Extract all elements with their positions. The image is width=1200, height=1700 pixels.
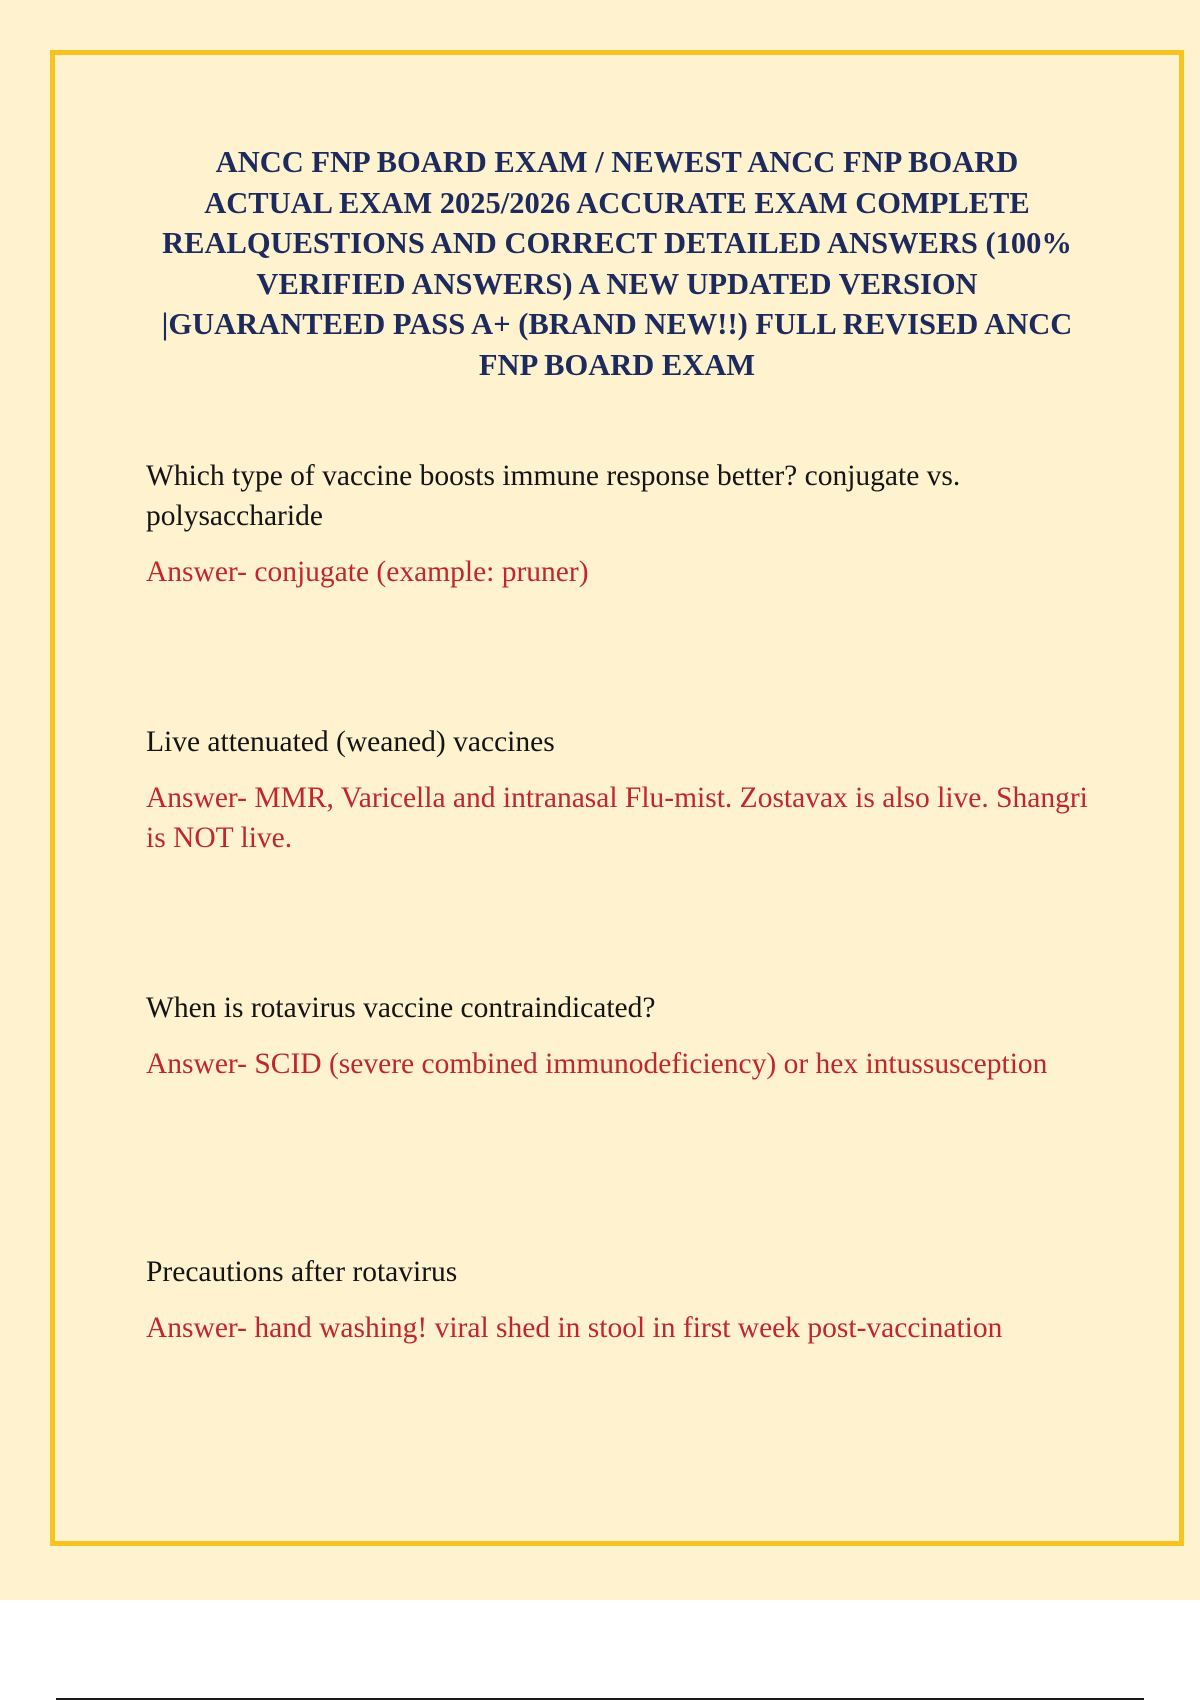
- qa-item-4: [146, 1252, 1106, 1348]
- question-3: When is rotavirus vaccine contraindicated?: [146, 992, 656, 1024]
- answer-3: Answer- SCID (severe combined immunodeficiency) or hex intussusception: [146, 1048, 1048, 1080]
- document-title: ANCC FNP BOARD EXAM / NEWEST ANCC FNP BOARD ACTUAL EXAM 2025/2026 ACCURATE EXAM COMPLETE REALQUESTIONS AND CORRECT DETAILED ANSWERS (100% VERIFIED ANSWERS) A NEW UPDATED VERSION |GUARANTEED PASS A+ (BRAND NEW!!) FULL REVISED ANCC FNP BOARD EXAM: [161, 145, 1073, 382]
- answer-1: Answer- conjugate (example: pruner): [146, 556, 589, 588]
- question-4: Precautions after rotavirus: [146, 1256, 458, 1288]
- question-2: Live attenuated (weaned) vaccines: [146, 726, 555, 758]
- qa-item-2: [146, 722, 1106, 858]
- qa-item-1: [146, 456, 1106, 592]
- question-1: Which type of vaccine boosts immune response better? conjugate vs. polysaccharide: [146, 460, 961, 532]
- answer-4: Answer- hand washing! viral shed in stool in first week post-vaccination: [146, 1312, 1003, 1344]
- answer-2: Answer- MMR, Varicella and intranasal Flu-mist. Zostavax is also live. Shangri is NOT live.: [146, 782, 1088, 854]
- qa-item-3: [146, 988, 1106, 1084]
